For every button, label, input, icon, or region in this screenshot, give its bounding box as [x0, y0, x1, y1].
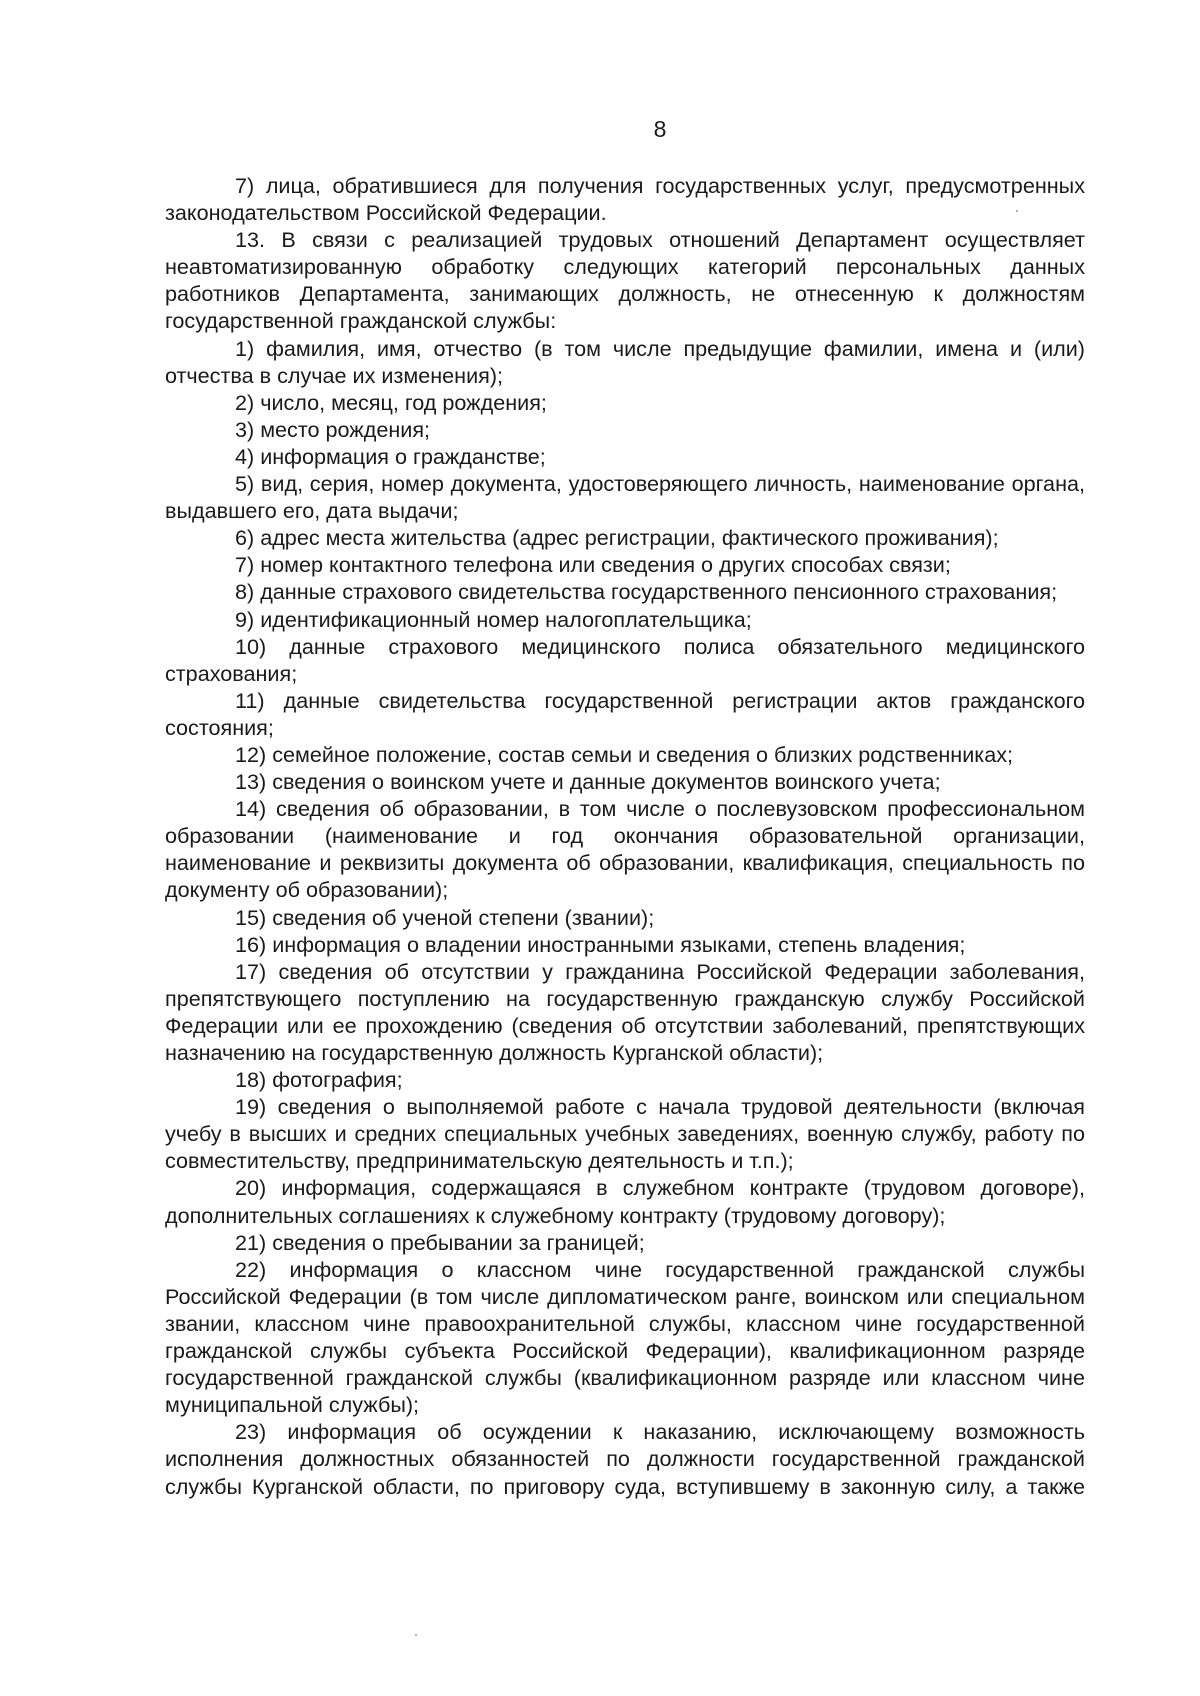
list-item-17-health: 17) сведения об отсутствии у гражданина Российской Федерации заболевания, препятствующего поступлению на государственную гражданскую службу Российской Федерации или ее прохождению (сведения об отсутствии заболеваний, препятствующих назначению на государственную должность Курганской области);: [165, 958, 1085, 1065]
list-item-10-medical-policy: 10) данные страхового медицинского полиса обязательного медицинского страхования;: [165, 633, 1085, 686]
list-item-12-family: 12) семейное положение, состав семьи и сведения о близких родственниках;: [235, 741, 1013, 767]
list-item-16-languages: 16) информация о владении иностранными языками, степень владения;: [235, 931, 966, 957]
list-item-22-class-rank: 22) информация о классном чине государственной гражданской службы Российской Федерации (в том числе дипломатическом ранге, воинском или специальном звании, классном чине правоохранительной службы, классном чине государственной гражданской службы субъекта Российской Федерации), квалификационном разряде государственной гражданской службы (квалификационном разряде или классном чине муниципальной службы);: [165, 1256, 1085, 1418]
list-item-21-abroad: 21) сведения о пребывании за границей;: [235, 1229, 645, 1255]
document-body: [165, 172, 1085, 1500]
list-item-6-address: 6) адрес места жительства (адрес регистрации, фактического проживания);: [235, 525, 999, 551]
list-item-9-taxpayer-id: 9) идентификационный номер налогоплательщика;: [235, 606, 752, 632]
list-item-13-military: 13) сведения о воинском учете и данные документов воинского учета;: [235, 769, 941, 795]
list-item-1-name: 1) фамилия, имя, отчество (в том числе предыдущие фамилии, имена и (или) отчества в случае их изменения);: [165, 335, 1085, 388]
list-item-2-birthdate: 2) число, месяц, год рождения;: [235, 389, 547, 415]
clause-13: 13. В связи с реализацией трудовых отношений Департамент осуществляет неавтоматизированную обработку следующих категорий персональных данных работников Департамента, занимающих должность, не отнесенную к должностям государственной гражданской службы:: [165, 227, 1085, 334]
list-item-23-conviction: 23) информация об осуждении к наказанию, исключающему возможность исполнения должностных обязанностей по должности государственной гражданской службы Курганской области, по приговору суда, вступившему в законную силу, а также: [165, 1419, 1085, 1499]
list-item-15-degree: 15) сведения об ученой степени (звании);: [235, 904, 655, 930]
scan-speck: [1016, 210, 1018, 212]
list-item-5-identity-document: 5) вид, серия, номер документа, удостоверяющего личность, наименование органа, выдавшего его, дата выдачи;: [165, 471, 1085, 524]
list-item-7-persons: 7) лица, обратившиеся для получения государственных услуг, предусмотренных законодательством Российской Федерации.: [165, 173, 1085, 226]
list-item-8-pension-certificate: 8) данные страхового свидетельства государственного пенсионного страхования;: [235, 579, 1058, 605]
list-item-18-photo: 18) фотография;: [235, 1067, 403, 1093]
list-item-14-education: 14) сведения об образовании, в том числе о послевузовском профессиональном образовании (наименование и год окончания образовательной организации, наименование и реквизиты документа об образовании, квалификация, специальность по документу об образовании);: [165, 796, 1085, 903]
list-item-4-citizenship: 4) информация о гражданстве;: [235, 443, 546, 469]
list-item-11-civil-registration: 11) данные свидетельства государственной регистрации актов гражданского состояния;: [165, 687, 1085, 740]
list-item-7-phone: 7) номер контактного телефона или сведения о других способах связи;: [235, 552, 951, 578]
scan-speck: [415, 1634, 417, 1636]
list-item-19-work-history: 19) сведения о выполняемой работе с начала трудовой деятельности (включая учебу в высших и средних специальных учебных заведениях, военную службу, работу по совместительству, предпринимательскую деятельность и т.п.);: [165, 1094, 1085, 1174]
page-number: 8: [653, 116, 667, 142]
list-item-3-birthplace: 3) место рождения;: [235, 416, 431, 442]
list-item-20-contract: 20) информация, содержащаяся в служебном контракте (трудовом договоре), дополнительных соглашениях к служебному контракту (трудовому договору);: [165, 1175, 1085, 1228]
